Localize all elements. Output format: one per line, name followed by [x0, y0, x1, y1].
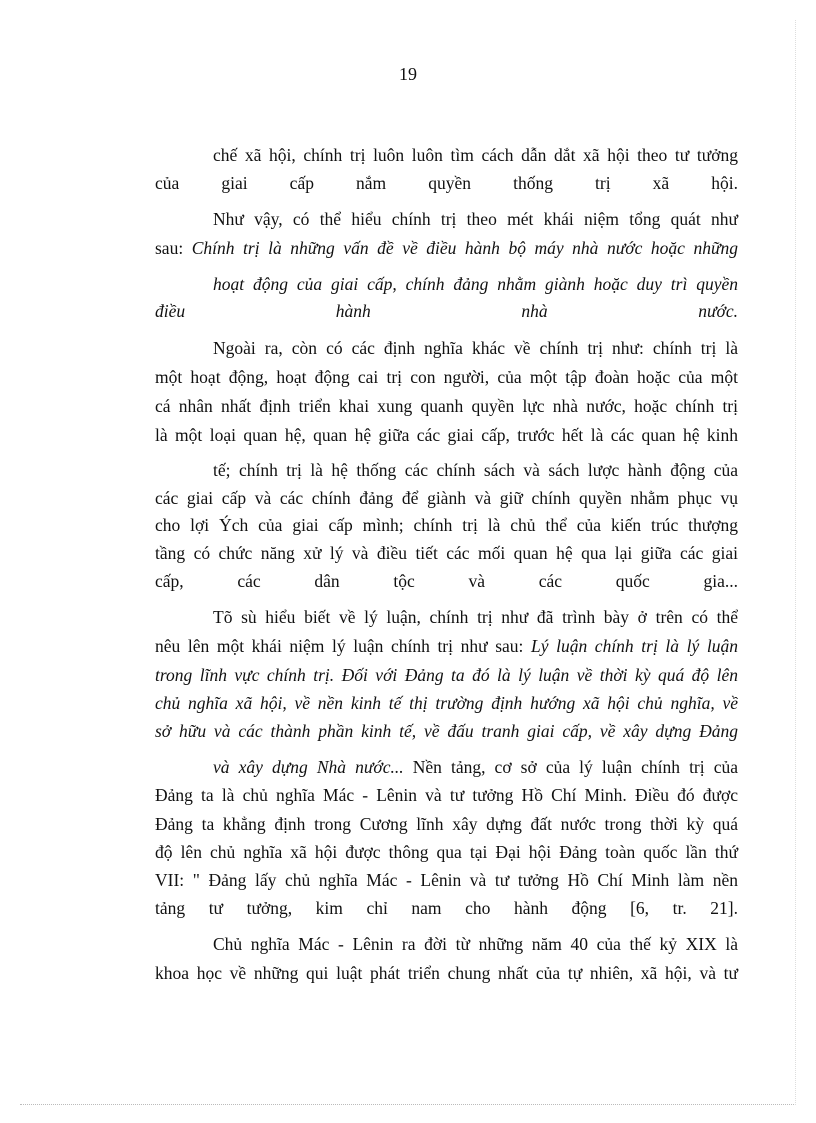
text-line: một hoạt động, hoạt động cai trị con người, của một tập đoàn hoặc của một [155, 367, 738, 387]
text-line: Tõ sù hiểu biết về lý luận, chính trị như đã trình bày ở trên có thể [213, 607, 738, 627]
text-line: VII: " Đảng lấy chủ nghĩa Mác - Lênin và tư tưởng Hồ Chí Minh làm nền [155, 870, 738, 890]
text-line: khoa học về những qui luật phát triển chung nhất của tự nhiên, xã hội, và tư [155, 963, 738, 983]
text-line: sở hữu và các thành phần kinh tế, về đấu tranh giai cấp, về xây dựng Đảng [155, 721, 738, 741]
text-line: Đảng ta khẳng định trong Cương lĩnh xây dựng đất nước trong thời kỳ quá [155, 814, 738, 834]
text-line: của giai cấp nắm quyền thống trị xã hội. [155, 173, 738, 193]
text-line: tế; chính trị là hệ thống các chính sách và sách lược hành động của [213, 460, 738, 480]
text-line: tầng có chức năng xử lý và điều tiết các mối quan hệ qua lại giữa các giai [155, 543, 738, 563]
text-line: tảng tư tưởng, kim chỉ nam cho hành động [6, tr. 21]. [155, 898, 738, 918]
text-line: nêu lên một khái niệm lý luận chính trị như sau: Lý luận chính trị là lý luận [155, 636, 738, 656]
text-line: cá nhân nhất định triển khai xung quanh quyền lực nhà nước, hoặc chính trị [155, 396, 738, 416]
text-line: Ngoài ra, còn có các định nghĩa khác về chính trị như: chính trị là [213, 338, 738, 358]
text-line: là một loại quan hệ, quan hệ giữa các giai cấp, trước hết là các quan hệ kinh [155, 425, 738, 445]
text-line: trong lĩnh vực chính trị. Đối với Đảng ta đó là lý luận về thời kỳ quá độ lên [155, 665, 738, 685]
page-number: 19 [399, 64, 417, 84]
text-line: chủ nghĩa xã hội, về nền kinh tế thị trường định hướng xã hội chủ nghĩa, về [155, 693, 738, 713]
text-line: độ lên chủ nghĩa xã hội được thông qua tại Đại hội Đảng toàn quốc lần thứ [155, 842, 738, 862]
text-line: Chủ nghĩa Mác - Lênin ra đời từ những năm 40 của thế kỷ XIX là [213, 934, 738, 954]
text-line: cấp, các dân tộc và các quốc gia... [155, 571, 738, 591]
page-border-right [795, 20, 796, 1105]
page-border-bottom [20, 1104, 796, 1105]
text-line: hoạt động của giai cấp, chính đảng nhằm giành hoặc duy trì quyền [213, 274, 738, 294]
text-line: các giai cấp và các chính đảng để giành và giữ chính quyền nhằm phục vụ [155, 488, 738, 508]
text-line: chế xã hội, chính trị luôn luôn tìm cách dẫn dắt xã hội theo tư tưởng [213, 145, 738, 165]
text-line: cho lợi Ých của giai cấp mình; chính trị là chủ thể của kiến trúc thượng [155, 515, 738, 535]
text-line: Như vậy, có thể hiểu chính trị theo mét khái niệm tổng quát như [213, 209, 738, 229]
text-line: và xây dựng Nhà nước... Nền tảng, cơ sở của lý luận chính trị của [213, 757, 738, 777]
text-line: điều hành nhà nước. [155, 301, 738, 321]
text-line: sau: Chính trị là những vấn đề về điều hành bộ máy nhà nước hoặc những [155, 238, 738, 258]
text-line: Đảng ta là chủ nghĩa Mác - Lênin và tư tưởng Hồ Chí Minh. Điều đó được [155, 785, 738, 805]
